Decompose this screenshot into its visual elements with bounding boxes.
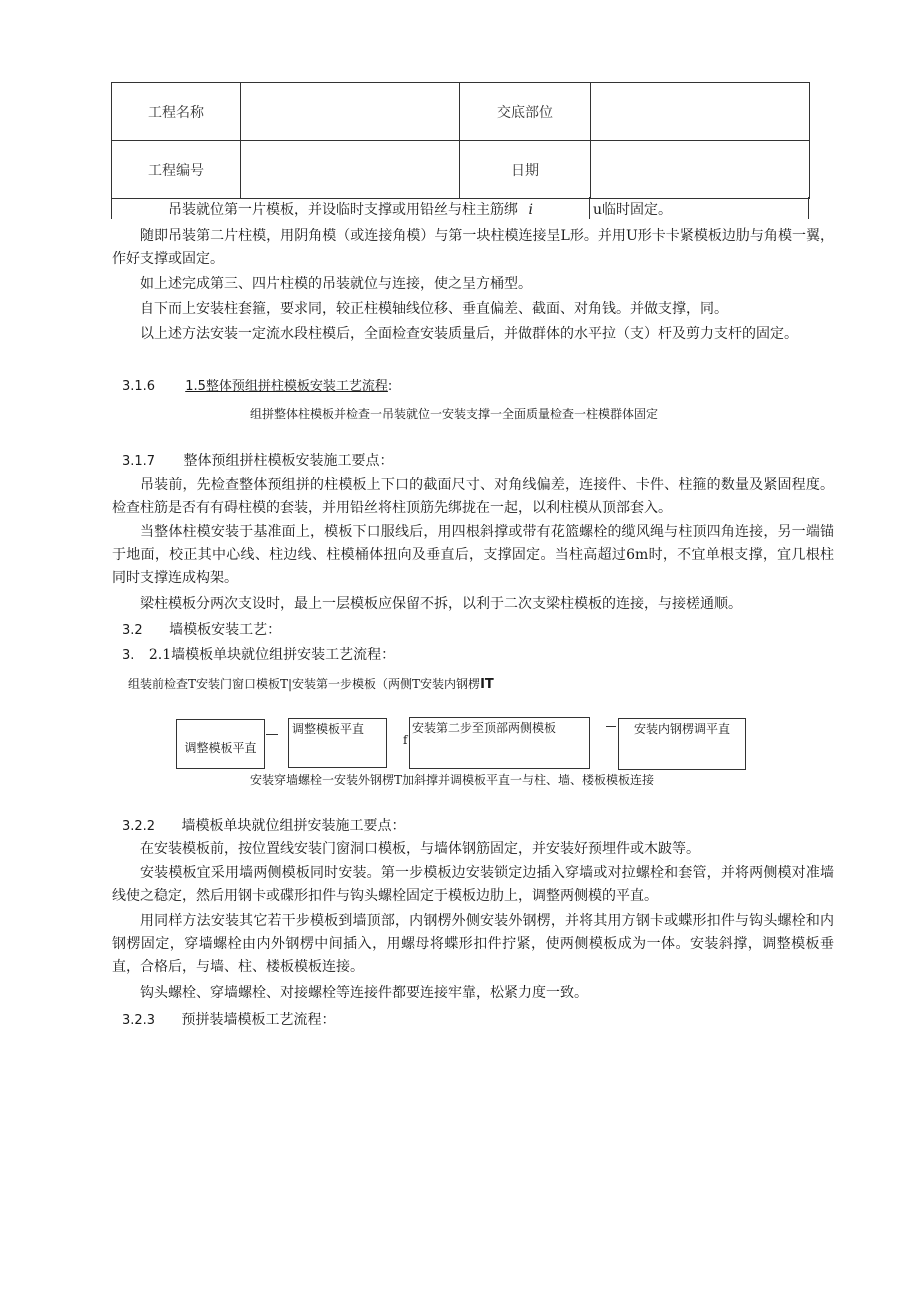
flow-box-f: f bbox=[403, 733, 408, 747]
flow-3-2-1-a bbox=[128, 674, 494, 695]
flow-3-1-6: 组拼整体柱模板并检查一吊装就位一安装支撑一全面质量检查一柱模群体固定 bbox=[250, 407, 659, 421]
section-title: 墙模板单块就位组拼安装施工要点： bbox=[181, 818, 406, 834]
section-title: 墙模板安装工艺： bbox=[169, 622, 282, 638]
flow-box-inner-purlin bbox=[618, 718, 746, 770]
handover-part-value bbox=[591, 83, 810, 141]
section-title: 2.1墙模板单块就位组拼安装工艺流程： bbox=[148, 647, 396, 663]
box-label: 调整模板平直 bbox=[292, 722, 365, 736]
handover-part-label: 交底部位 bbox=[460, 83, 591, 141]
header-info-table bbox=[111, 82, 810, 199]
para-3-1-7-b: 当整体柱模安装于基准面上，模板下口服线后，用四根斜撑或带有花篮螺栓的缆风绳与柱顶四角连接，另一端锚于地面，校正其中心线、柱边线、柱模桶体扭向及垂直后，支撑固定。当柱高超过6m时，不宜单根支撑，宜几根柱同时支撑连成构架。 bbox=[112, 524, 834, 586]
section-3-2-1 bbox=[122, 645, 395, 666]
section-3-2-3 bbox=[122, 1010, 336, 1031]
section-3-1-6 bbox=[122, 377, 392, 397]
section-colon: : bbox=[387, 379, 393, 394]
para-3-2-2-d: 钩头螺栓、穿墙螺栓、对接螺栓等连接件都要连接牢靠，松紧力度一致。 bbox=[140, 985, 588, 1001]
hoist-first-mark: i bbox=[528, 202, 533, 218]
para-flow-section: 以上述方法安装一定流水段柱模后，全面检查安装质量后，并做群体的水平拉（支）杆及剪力支杆的固定。 bbox=[140, 326, 798, 342]
flow-box-adjust-1 bbox=[176, 719, 265, 769]
table-row bbox=[112, 83, 810, 141]
box-label: 调整模板平直 bbox=[184, 741, 257, 755]
flow-box-second-step bbox=[409, 717, 590, 769]
project-name-label: 工程名称 bbox=[112, 83, 241, 141]
hoist-first-text: 吊装就位第一片模板，并设临时支撑或用铅丝与柱主筋绑 bbox=[168, 202, 518, 218]
section-number: 3.2 bbox=[122, 623, 143, 638]
table-row bbox=[112, 141, 810, 199]
flow-text: 组装前检查T安装门窗口模板T|安装第一步模板（两侧T安装内钢楞 bbox=[128, 677, 481, 691]
section-number: 3.2.3 bbox=[122, 1013, 156, 1028]
flow-3-2-1-b: 安装穿墙螺栓一安装外钢楞T加斜撑并调模板平直一与柱、墙、楼板模板连接 bbox=[250, 773, 655, 787]
project-number-value bbox=[241, 141, 460, 199]
hoist-first-line bbox=[168, 200, 533, 220]
para-3-2-2-b: 安装模板宜采用墙两侧模板同时安装。第一步模板边安装锁定边插入穿墙或对拉螺栓和套管，并将两侧模对准墙线使之稳定，然后用钢卡或碟形扣件与钩头螺栓固定于模板边肋上，调整两侧模的平直。 bbox=[112, 865, 834, 904]
para-3-2-2-c: 用同样方法安装其它若干步模板到墙顶部，内钢楞外侧安装外钢楞，并将其用方钢卡或蝶形扣件与钩头螺栓和内钢楞固定，穿墙螺栓由内外钢楞中间插入，用螺母将蝶形扣件拧紧，使两侧模板成为一体。安装斜撑，调整模板垂直，合格后，与墙、柱、楼板模板连接。 bbox=[112, 913, 834, 975]
table-border-right bbox=[808, 197, 809, 219]
flow-connector bbox=[606, 726, 616, 727]
project-number-label: 工程编号 bbox=[112, 141, 241, 199]
para-hoop: 自下而上安装柱套箍，要求同，较正柱模轴线位移、垂直偏差、截面、对角钱。并做支撑，同。 bbox=[140, 301, 728, 317]
para-hoist-second: 随即吊装第二片柱模，用阴角模（或连接角模）与第一块柱模连接呈L形。并用U形卡卡紧模板边肋与角模一翼，作好支撑或固定。 bbox=[112, 228, 834, 267]
box-label: 安装内钢楞调平直 bbox=[633, 722, 730, 736]
date-value bbox=[591, 141, 810, 199]
flow-end-mark: IT bbox=[480, 677, 494, 692]
flow-connector bbox=[266, 734, 278, 735]
table-border-left bbox=[111, 197, 112, 219]
date-label: 日期 bbox=[460, 141, 591, 199]
section-number: 3.2.2 bbox=[122, 819, 156, 834]
section-title: 预拼装墙模板工艺流程： bbox=[181, 1012, 336, 1028]
project-name-value bbox=[241, 83, 460, 141]
section-number: 3.1.7 bbox=[122, 454, 156, 469]
para-3-2-2-a: 在安装模板前，按位置线安装门窗洞口模板，与墙体钢筋固定，并安装好预埋件或木跛等。 bbox=[140, 841, 700, 857]
section-3-2 bbox=[122, 620, 281, 641]
section-number: 3. bbox=[122, 648, 135, 663]
section-title: 1.5整体预组拼柱模板安装工艺流程 bbox=[185, 379, 388, 394]
flow-box-adjust-2 bbox=[288, 718, 387, 768]
box-label: 安装第二步至顶部两侧模板 bbox=[412, 721, 557, 735]
para-third-fourth: 如上述完成第三、四片柱模的吊装就位与连接，使之呈方桶型。 bbox=[140, 276, 532, 292]
section-title: 整体预组拼柱模板安装施工要点： bbox=[183, 453, 394, 469]
para-3-1-7-a: 吊装前，先检查整体预组拼的柱模板上下口的截面尺寸、对角线偏差，连接件、卡件、柱箍的数量及紧固程度。检查柱筋是否有有碍柱模的套装，并用铅丝将柱顶筋先绑拢在一起，以利柱模从顶部套入。 bbox=[112, 477, 834, 516]
section-number: 3.1.6 bbox=[122, 379, 156, 394]
para-3-1-7-c: 梁柱模板分两次支设时，最上一层模板应保留不拆，以利于二次支梁柱模板的连接，与接槎通顺。 bbox=[140, 596, 742, 612]
hoist-first-tail: u临时固定。 bbox=[593, 202, 673, 218]
section-3-1-7 bbox=[122, 451, 394, 472]
inner-border bbox=[589, 197, 590, 219]
section-3-2-2 bbox=[122, 816, 406, 837]
